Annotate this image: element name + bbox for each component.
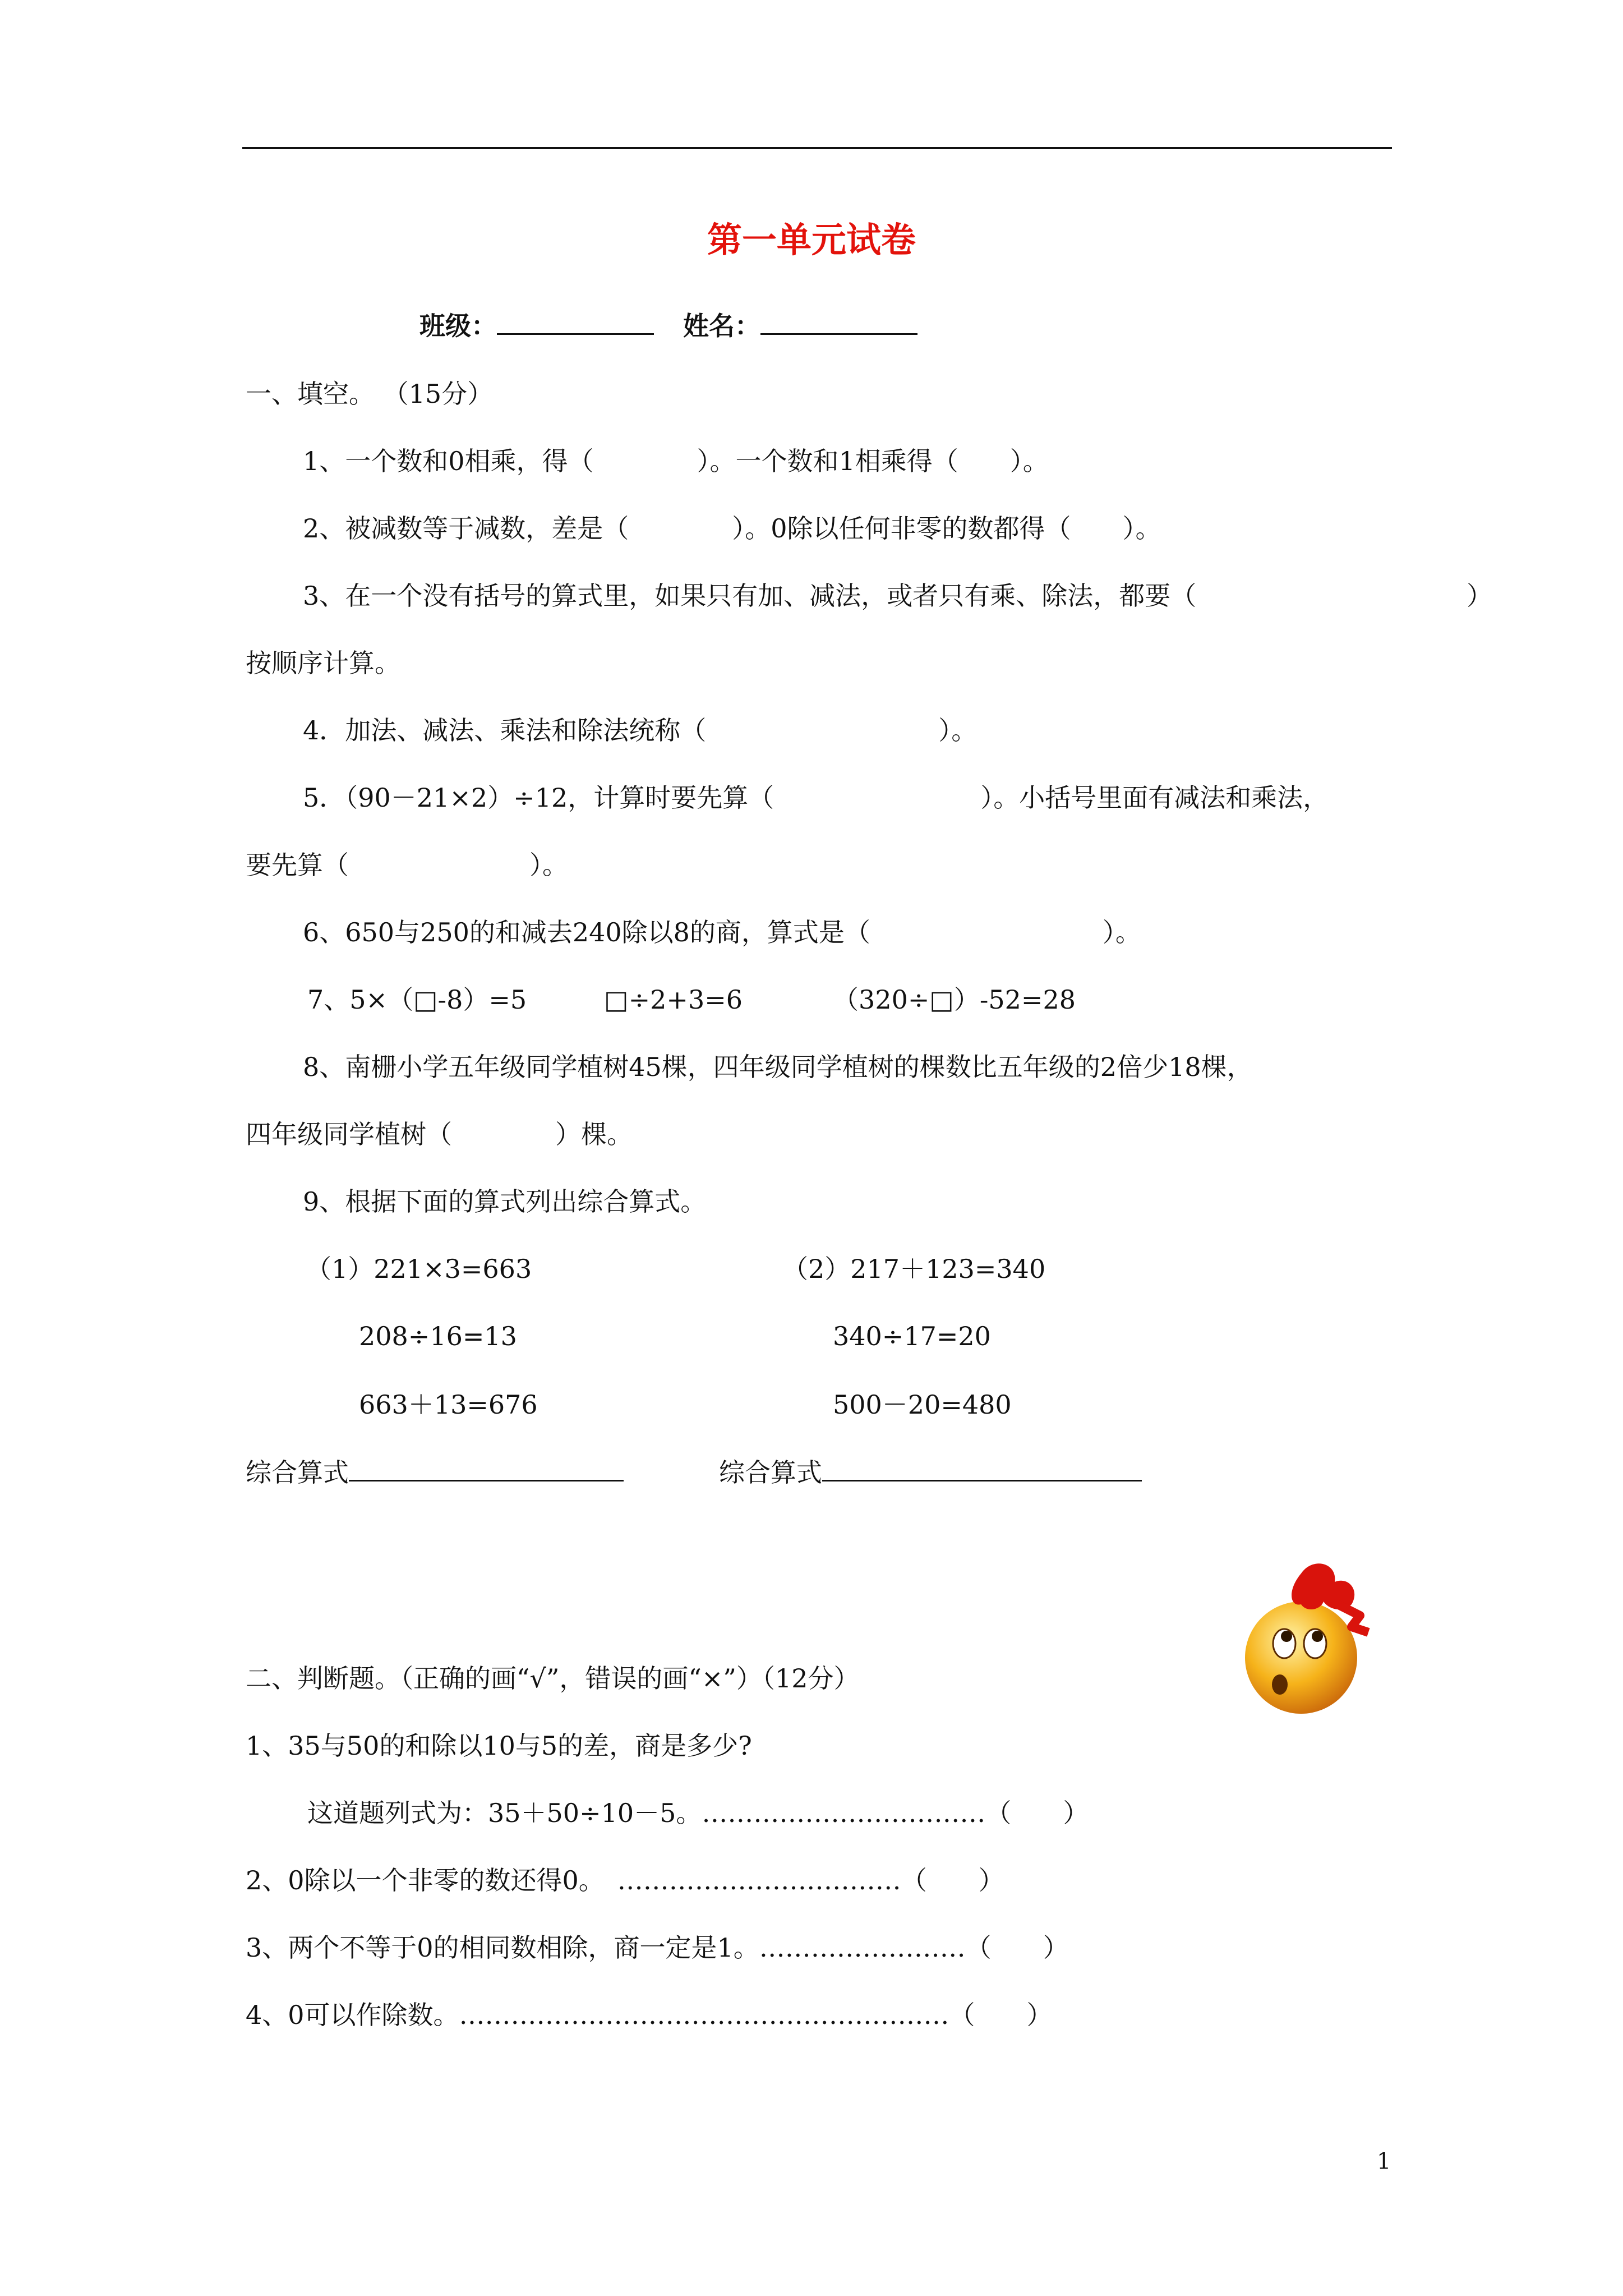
combined-answer-right[interactable] (822, 1455, 1142, 1481)
section1-heading: 一、填空。 （15分） (246, 379, 494, 409)
name-field[interactable] (760, 309, 917, 335)
question-2-3: 3、两个不等于0的相同数相除，商一定是1。……………………（ ） (246, 1932, 1069, 1963)
equation-right-1: （2）217＋123=340 (782, 1254, 1046, 1284)
question-2-4: 4、0可以作除数。…………………………………………………（ ） (246, 2000, 1053, 2030)
combined-label-left: 综合算式 (246, 1457, 349, 1488)
name-label: 姓名： (683, 311, 761, 341)
equation-left-2: 208÷16=13 (359, 1321, 517, 1351)
student-info (419, 309, 917, 343)
question-1-3: 3、在一个没有括号的算式里，如果只有加、减法，或者只有乘、除法，都要（ (303, 581, 1197, 611)
question-1-8-cont: 四年级同学植树（ ）棵。 (246, 1119, 633, 1149)
equation-right-3: 500－20=480 (833, 1389, 1012, 1420)
combined-right (719, 1455, 1142, 1489)
question-1-2: 2、被减数等于减数，差是（ ）。0除以任何非零的数都得（ ）。 (303, 513, 1161, 544)
combined-answer-left[interactable] (349, 1455, 624, 1481)
confused-face-icon (1239, 1551, 1374, 1731)
question-2-1: 1、35与50的和除以10与5的差，商是多少? (246, 1731, 752, 1761)
page-number: 1 (1377, 2148, 1391, 2174)
question-2-2: 2、0除以一个非零的数还得0。 ……………………………（ ） (246, 1865, 1004, 1895)
question-1-7: 7、5×（□-8）=5 □÷2+3=6 （320÷□）-52=28 (307, 984, 1076, 1015)
question-2-1-cont: 这道题列式为：35＋50÷10－5。……………………………（ ） (307, 1798, 1089, 1828)
question-1-6: 6、650与250的和减去240除以8的商，算式是（ ）。 (303, 917, 1141, 947)
equation-left-3: 663＋13=676 (359, 1389, 538, 1420)
equation-left-1: （1）221×3=663 (306, 1254, 532, 1284)
section2-heading: 二、判断题。（正确的画“√”，错误的画“×”）（12分） (246, 1663, 860, 1694)
class-label: 班级： (419, 311, 497, 341)
question-1-5-cont: 要先算（ ）。 (246, 850, 568, 880)
question-1-4: 4．加法、减法、乘法和除法统称（ ）。 (303, 715, 978, 746)
header-rule (242, 147, 1392, 149)
question-1-3-cont: 按顺序计算。 (246, 648, 400, 678)
question-1-1: 1、一个数和0相乘，得（ ）。一个数和1相乘得（ ）。 (303, 446, 1049, 476)
combined-label-right: 综合算式 (719, 1457, 822, 1488)
question-1-9: 9、根据下面的算式列出综合算式。 (303, 1186, 707, 1217)
question-1-8: 8、南栅小学五年级同学植树45棵，四年级同学植树的棵数比五年级的2倍少18棵， (303, 1052, 1253, 1082)
class-field[interactable] (497, 309, 654, 335)
equation-right-2: 340÷17=20 (833, 1321, 991, 1351)
question-1-3-close: ） (1467, 581, 1492, 611)
question-1-5: 5．（90－21×2）÷12，计算时要先算（ ）。小括号里面有减法和乘法， (303, 783, 1329, 813)
exam-title: 第一单元试卷 (707, 219, 916, 260)
combined-left (246, 1455, 624, 1489)
